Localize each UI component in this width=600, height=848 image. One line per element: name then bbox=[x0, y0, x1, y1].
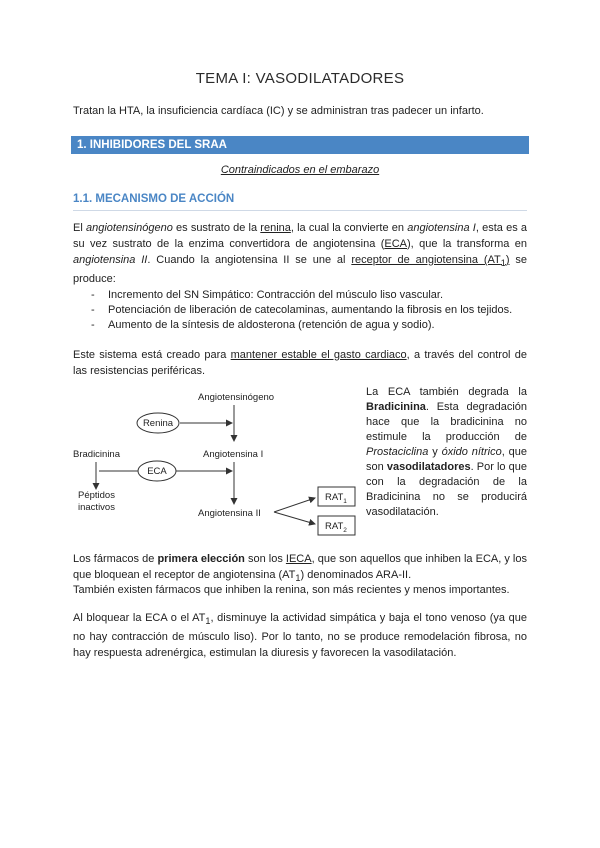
eca-side-paragraph bbox=[366, 385, 527, 520]
term-primera-eleccion: primera elección bbox=[157, 553, 245, 565]
node-peptidos-line2: inactivos bbox=[78, 502, 115, 513]
term-bradicinina: Bradicinina bbox=[366, 401, 426, 413]
text-run: y bbox=[428, 446, 442, 458]
text-run: se produce: bbox=[73, 254, 527, 286]
term-angiotensina-ii: angiotensina II bbox=[73, 254, 148, 266]
text-run: . Cuando la angiotensina II se une al bbox=[147, 254, 352, 266]
effects-paragraph bbox=[73, 610, 527, 661]
term-eca: ECA bbox=[384, 238, 408, 250]
term-receptor bbox=[351, 254, 510, 269]
text-run: es sustrato de la bbox=[172, 222, 261, 234]
term-prostaciclina: Prostaciclina bbox=[366, 446, 429, 458]
list-item: - Potenciación de liberación de catecolaminas, aumentando la fibrosis en los tejidos. bbox=[91, 304, 513, 316]
text-run: , a través del control de las resistencias periféricas. bbox=[73, 349, 527, 377]
arrow-to-rat2 bbox=[274, 512, 315, 524]
text-run: receptor de angiotensina (AT bbox=[351, 254, 501, 266]
document-title: TEMA I: VASODILATADORES bbox=[195, 70, 405, 87]
text-run: , la cual la convierte en bbox=[290, 222, 408, 234]
list-item-text: Potenciación de liberación de catecolaminas, aumentando la fibrosis en los tejidos. bbox=[108, 304, 513, 316]
node-angiotensina-ii: Angiotensina II bbox=[198, 508, 261, 519]
node-rat2: $RAT_2$ bbox=[325, 521, 347, 534]
text-run: . Esta degradación hace que la bradicinina no estimule la producción de bbox=[366, 401, 527, 443]
mechanism-paragraph bbox=[73, 220, 527, 287]
node-rat1: $RAT_1$ bbox=[325, 492, 347, 505]
raas-diagram bbox=[68, 385, 364, 545]
subscript: 1 bbox=[295, 573, 301, 584]
section-heading: 1. INHIBIDORES DEL SRAA bbox=[71, 136, 529, 154]
drugs-paragraph bbox=[73, 551, 527, 586]
list-item: - Aumento de la síntesis de aldosterona (retención de agua y sodio). bbox=[91, 319, 435, 331]
text-run: ), que la transforma en bbox=[407, 238, 527, 250]
list-item: - Incremento del SN Simpático: Contracción del músculo liso vascular. bbox=[91, 289, 444, 301]
text-run: Los fármacos de bbox=[73, 553, 158, 565]
text-run: , esta es a su vez sustrato de la enzima convertidora de angiotensina ( bbox=[73, 222, 527, 250]
term-renina: renina bbox=[260, 222, 291, 234]
node-renina: Renina bbox=[142, 418, 174, 429]
list-item-text: Incremento del SN Simpático: Contracción del músculo liso vascular. bbox=[108, 289, 444, 301]
intro-paragraph: Tratan la HTA, la insuficiencia cardíaca (IC) y se administran tras padecer un infarto. bbox=[73, 105, 484, 117]
list-item-text: Aumento de la síntesis de aldosterona (retención de agua y sodio). bbox=[108, 319, 435, 331]
text-run: , que son aquellos que inhiben la ECA, y los que bloquean el receptor de angiotensina (AT bbox=[73, 553, 527, 581]
term-ieca: IECA bbox=[285, 553, 312, 565]
node-peptidos-line1: Péptidos bbox=[78, 490, 115, 501]
text-run: , que son bbox=[366, 446, 527, 473]
text-run: Este sistema está creado para bbox=[73, 349, 231, 361]
subsection-divider bbox=[73, 210, 527, 211]
term-vasodilatadores: vasodilatadores bbox=[386, 461, 471, 473]
text-run: son los bbox=[244, 553, 286, 565]
contraindication-note: Contraindicados en el embarazo bbox=[220, 164, 380, 176]
arrow-to-rat1 bbox=[274, 498, 315, 512]
text-run: La ECA también degrada la bbox=[366, 386, 527, 398]
text-run: El bbox=[73, 222, 86, 234]
renin-inhibitors-paragraph: También existen fármacos que inhiben la renina, son más recientes y menos importantes. bbox=[73, 584, 510, 596]
text-run: ) bbox=[505, 254, 510, 266]
text-run: , disminuye la actividad simpática y baja el tono venoso (ya que no hay contracción de músculo liso). Por lo tanto, no se produce remodelación fibrosa, no hay respuesta adrenérgica, estimulan la diuresis y favorecen la vasodilatación. bbox=[73, 612, 527, 660]
text-run: ) denominados ARA-II. bbox=[300, 569, 412, 581]
term-gasto-cardiaco: mantener estable el gasto cardiaco bbox=[230, 349, 407, 361]
term-angiotensina-i: angiotensina I bbox=[407, 222, 476, 234]
text-run: Al bloquear la ECA o el AT bbox=[73, 612, 206, 624]
node-eca: ECA bbox=[147, 466, 167, 477]
effects-list bbox=[73, 288, 527, 333]
subscript: 1 bbox=[500, 258, 506, 269]
node-angiotensinogeno: Angiotensinógeno bbox=[198, 392, 275, 403]
subsection-heading: 1.1. MECANISMO DE ACCIÓN bbox=[73, 193, 235, 205]
system-paragraph bbox=[73, 347, 527, 379]
term-angiotensinogeno: angiotensinógeno bbox=[85, 222, 173, 234]
subscript: 1 bbox=[205, 616, 211, 627]
term-oxido-nitrico: óxido nítrico bbox=[441, 446, 502, 458]
text-run: . Por lo que con la degradación de la Bradicinina no se producirá vasodilatación. bbox=[366, 461, 527, 518]
node-bradicinina: Bradicinina bbox=[73, 449, 120, 460]
node-angiotensina-i: Angiotensina I bbox=[203, 449, 264, 460]
